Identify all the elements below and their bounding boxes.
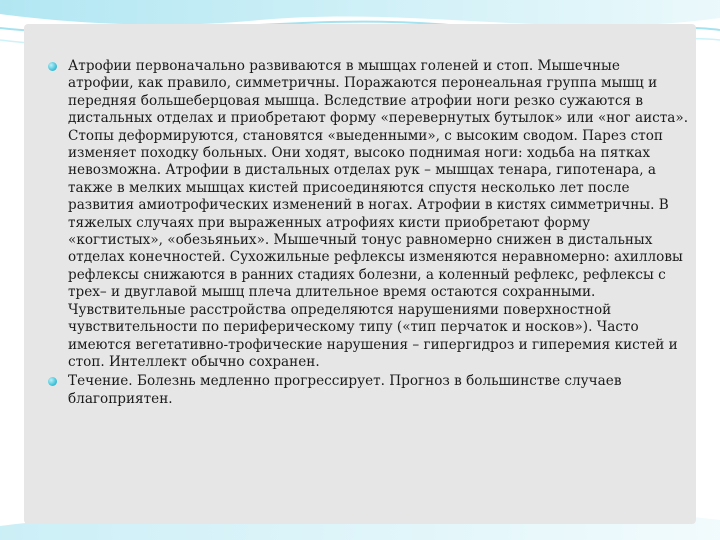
bullet-text: Атрофии первоначально развиваются в мышцах голеней и стоп. Мышечные атрофии, как правило, симметричны. Поражаются перонеальная группа мышц и передняя большеберцовая мышца. Вследствие атрофии ноги резко сужаются в дистальных отделах и приобретают форму «перевернутых бутылок» или «ног аиста». Стопы деформируются, становятся «выеденными», с высоким сводом. Парез стоп изменяет походку больных. Они ходят, высоко поднимая ноги: ходьба на пятках невозможна. Атрофии в дистальных отделах рук – мышцах тенара, гипотенара, а также в мелких мышцах кистей присоединяются спустя несколько лет после развития амиотрофических изменений в ногах. Атрофии в кистях симметричны. В тяжелых случаях при выраженных атрофиях кисти приобретают форму «когтистых», «обезьяньих». Мышечный тонус равномерно снижен в дистальных отделах конечностей. Сухожильные рефлексы изменяются неравномерно: ахилловы рефлексы снижаются в ранних стадиях болезни, а коленный рефлекс, рефлексы с трех– и двуглавой мышц плеча длительное время остаются сохранными. Чувствительные расстройства определяются нарушениями поверхностной чувствительности по периферическому типу («тип перчаток и носков»). Часто имеются вегетативно-трофические нарушения – гипергидроз и гиперемия кистей и стоп. Интеллект обычно сохранен.: [68, 58, 689, 370]
bullet-dot-icon: [48, 62, 57, 71]
bullet-text: Течение. Болезнь медленно прогрессирует. Прогноз в большинстве случаев благоприятен.: [68, 373, 622, 407]
bullet-item-atrophy: [48, 58, 688, 371]
bullet-dot-icon: [48, 377, 57, 386]
bullet-item-course: [48, 373, 688, 408]
slide-content: [48, 58, 688, 410]
